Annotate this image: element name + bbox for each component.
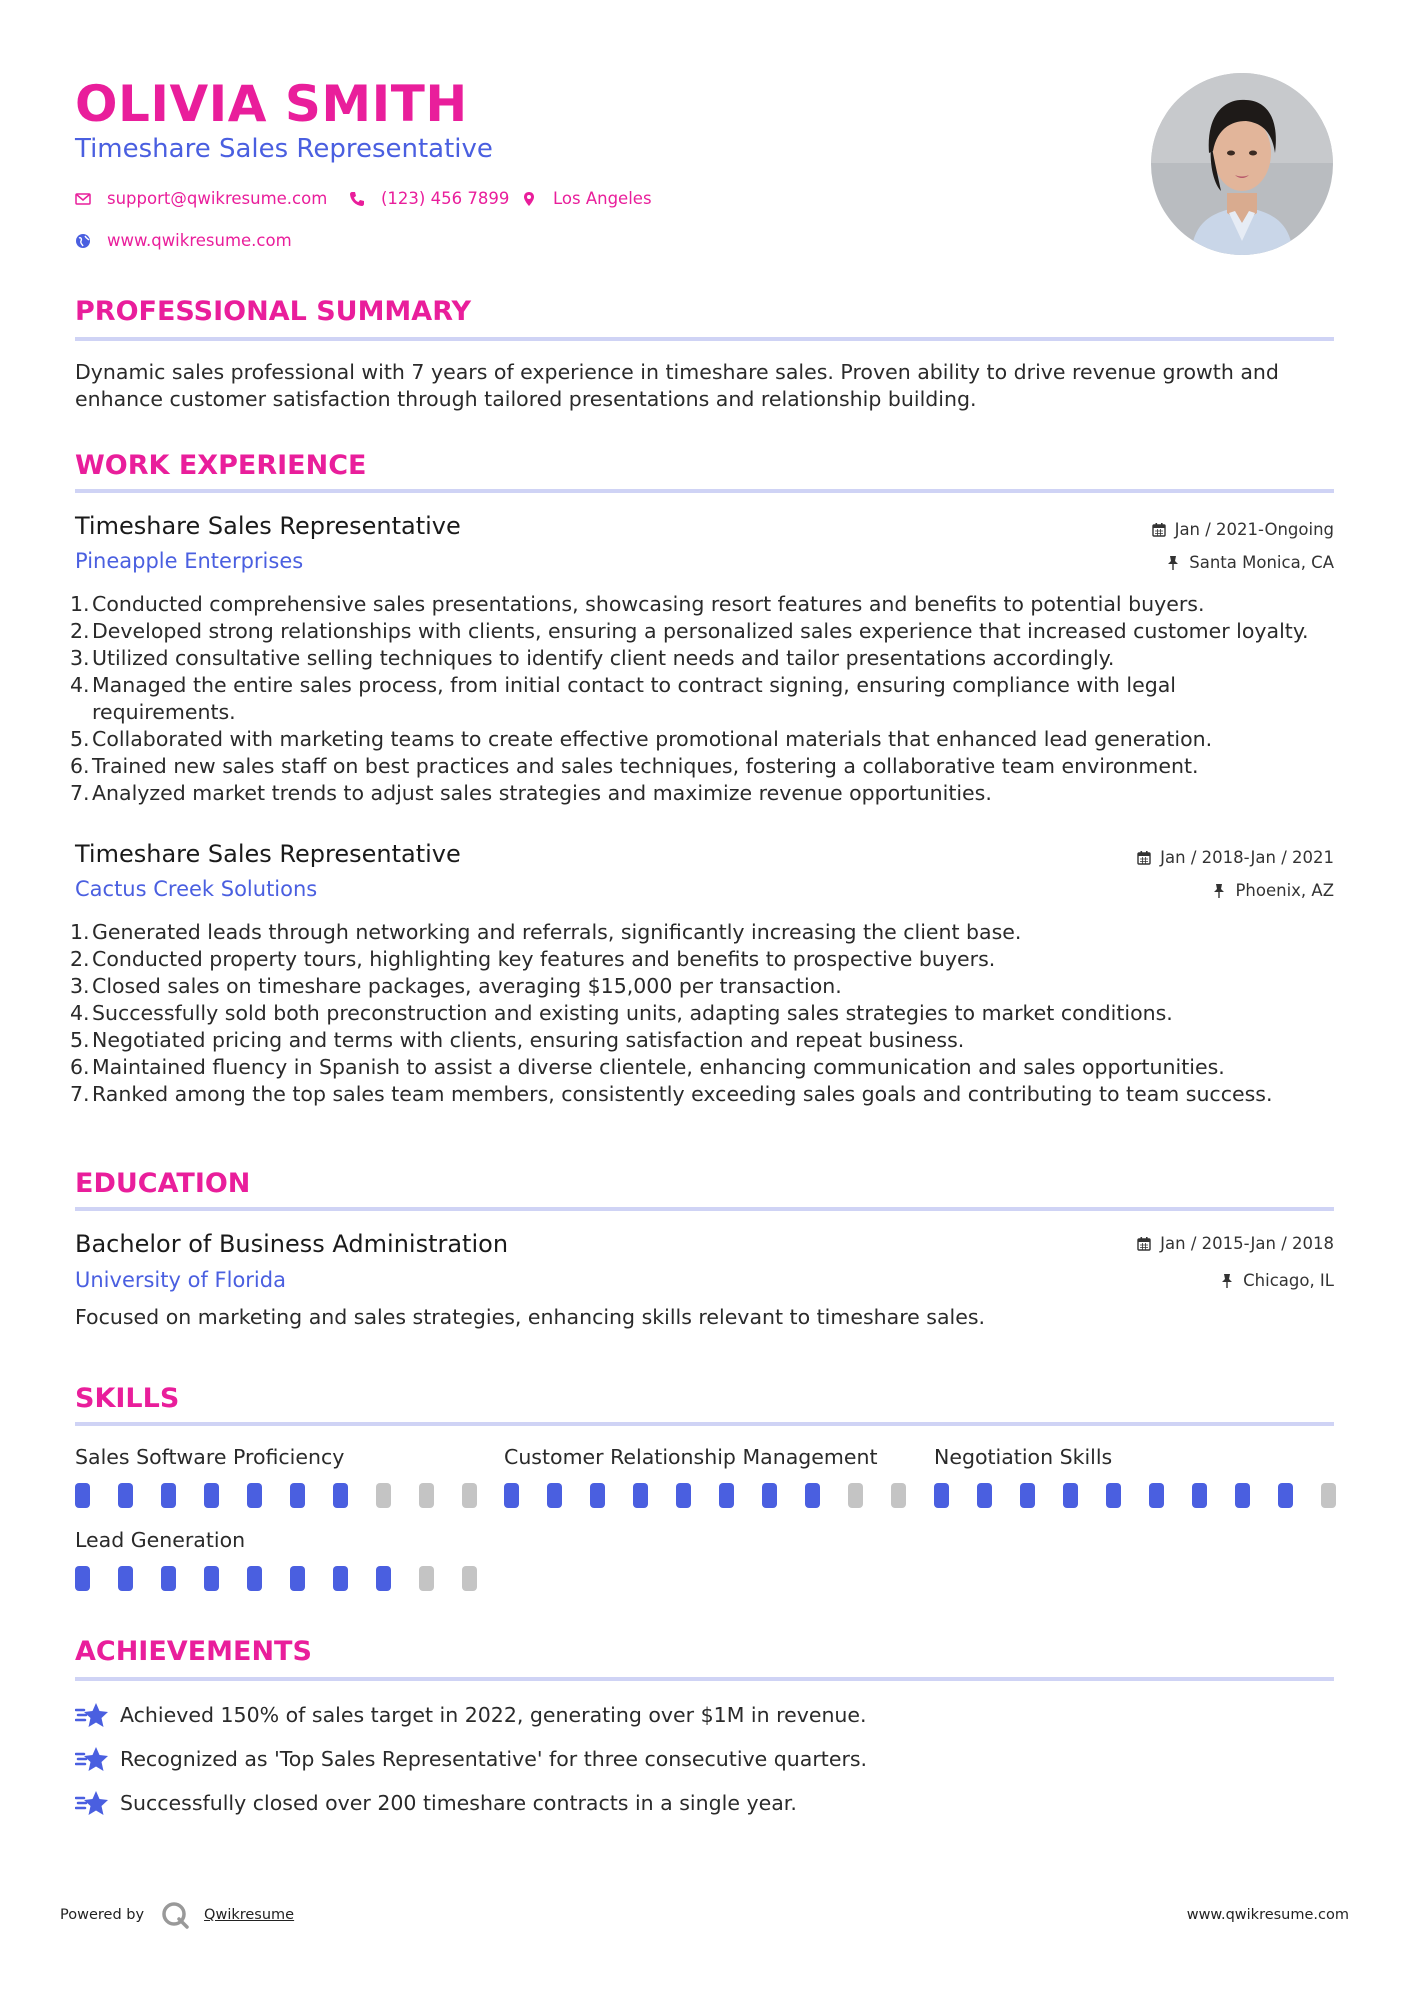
section-divider: [75, 1422, 1334, 1426]
job-duties-list: [70, 919, 1350, 1108]
job-title: Timeshare Sales Representative: [75, 840, 461, 868]
job-dates-text: Jan / 2018-Jan / 2021: [1160, 848, 1334, 867]
list-item: 7. Analyzed market trends to adjust sales strategies and maximize revenue opportunities.: [70, 781, 992, 805]
skill-bar-filled: [290, 1566, 305, 1591]
education-location-text: Chicago, IL: [1243, 1271, 1334, 1290]
job-location: [1166, 553, 1334, 572]
list-item: 4. Managed the entire sales process, from initial contact to contract signing, ensuring compliance with legal requirements.: [70, 673, 1176, 724]
list-item: 1. Conducted comprehensive sales presentations, showcasing resort features and benefits to potential buyers.: [70, 592, 1205, 616]
skill-bar-filled: [762, 1483, 777, 1508]
envelope-icon: [75, 191, 91, 207]
profile-photo: [1151, 73, 1333, 255]
list-item: 6. Maintained fluency in Spanish to assist a diverse clientele, enhancing communication and sales opportunities.: [70, 1055, 1225, 1079]
skill-bar-filled: [1149, 1483, 1164, 1508]
candidate-title: Timeshare Sales Representative: [75, 134, 493, 164]
skill-bar-filled: [204, 1483, 219, 1508]
skill-bar-filled: [719, 1483, 734, 1508]
skill-meter: [934, 1483, 1336, 1508]
skill-bar-empty: [891, 1483, 906, 1508]
list-item: 5. Collaborated with marketing teams to create effective promotional materials that enhanced lead generation.: [70, 727, 1213, 751]
education-heading: EDUCATION: [75, 1168, 251, 1199]
skill-bar-filled: [934, 1483, 949, 1508]
list-item: 2. Conducted property tours, highlighting key features and benefits to prospective buyers.: [70, 947, 996, 971]
skill-bar-empty: [1321, 1483, 1336, 1508]
section-divider: [75, 489, 1334, 493]
skill-bar-empty: [848, 1483, 863, 1508]
summary-text: Dynamic sales professional with 7 years of experience in timeshare sales. Proven ability to drive revenue growth and enhance customer satisfaction through tailored presentations and relationship building.: [75, 360, 1279, 411]
calendar-icon: [1137, 1236, 1151, 1251]
star-icon: [75, 1700, 109, 1730]
map-pin-icon: [521, 191, 537, 207]
calendar-icon: [1137, 850, 1151, 865]
powered-by-text: Powered by: [60, 1907, 145, 1923]
skill-bar-filled: [1106, 1483, 1121, 1508]
skill-bar-filled: [247, 1566, 262, 1591]
list-item: 4. Successfully sold both preconstruction and existing units, adapting sales strategies to market conditions.: [70, 1001, 1173, 1025]
footer-powered-by: [60, 1900, 294, 1930]
brand-link[interactable]: Qwikresume: [204, 1907, 295, 1923]
list-item: 6. Trained new sales staff on best practices and sales techniques, fostering a collaborative team environment.: [70, 754, 1199, 778]
pushpin-icon: [1166, 555, 1180, 570]
list-item: 3. Closed sales on timeshare packages, averaging $15,000 per transaction.: [70, 974, 842, 998]
section-divider: [75, 337, 1334, 341]
skill-bar-empty: [419, 1483, 434, 1508]
skill-label: Lead Generation: [75, 1528, 246, 1552]
achievements-heading: ACHIEVEMENTS: [75, 1636, 312, 1667]
achievement-item: Recognized as 'Top Sales Representative' for three consecutive quarters.: [75, 1744, 867, 1774]
skill-meter: [75, 1566, 477, 1591]
skill-bar-filled: [1192, 1483, 1207, 1508]
phone-icon: [349, 191, 365, 207]
skill-bar-empty: [376, 1483, 391, 1508]
job-dates-text: Jan / 2021-Ongoing: [1174, 520, 1334, 539]
skill-bar-filled: [161, 1566, 176, 1591]
website-text: www.qwikresume.com: [107, 231, 292, 250]
globe-icon: [75, 233, 91, 249]
skill-bar-filled: [75, 1566, 90, 1591]
skill-bar-filled: [290, 1483, 305, 1508]
pushpin-icon: [1212, 883, 1226, 898]
contact-email[interactable]: [75, 189, 327, 208]
job-location-text: Phoenix, AZ: [1235, 881, 1334, 900]
skill-bar-filled: [1235, 1483, 1250, 1508]
skill-bar-filled: [1278, 1483, 1293, 1508]
skill-bar-filled: [333, 1483, 348, 1508]
education-location: [1220, 1271, 1334, 1290]
job-location-text: Santa Monica, CA: [1189, 553, 1334, 572]
degree-title: Bachelor of Business Administration: [75, 1230, 509, 1258]
skill-bar-filled: [977, 1483, 992, 1508]
skill-label: Customer Relationship Management: [504, 1445, 878, 1469]
job-title: Timeshare Sales Representative: [75, 512, 461, 540]
achievement-item: Successfully closed over 200 timeshare contracts in a single year.: [75, 1788, 797, 1818]
skill-bar-filled: [633, 1483, 648, 1508]
job-dates: [1137, 848, 1334, 867]
skill-bar-filled: [547, 1483, 562, 1508]
achievement-item: Achieved 150% of sales target in 2022, generating over $1M in revenue.: [75, 1700, 867, 1730]
skill-bar-filled: [118, 1483, 133, 1508]
skill-label: Sales Software Proficiency: [75, 1445, 345, 1469]
skill-bar-empty: [419, 1566, 434, 1591]
skill-bar-filled: [1063, 1483, 1078, 1508]
skill-bar-filled: [590, 1483, 605, 1508]
skill-bar-filled: [504, 1483, 519, 1508]
phone-text: (123) 456 7899: [381, 189, 510, 208]
skill-bar-filled: [247, 1483, 262, 1508]
skill-bar-filled: [161, 1483, 176, 1508]
star-icon: [75, 1744, 109, 1774]
skill-label: Negotiation Skills: [934, 1445, 1113, 1469]
contact-phone[interactable]: [349, 189, 509, 208]
list-item: 2. Developed strong relationships with clients, ensuring a personalized sales experience that increased customer loyalty.: [70, 619, 1309, 643]
list-item: 1. Generated leads through networking and referrals, significantly increasing the client base.: [70, 920, 1022, 944]
skill-bar-filled: [75, 1483, 90, 1508]
pushpin-icon: [1220, 1273, 1234, 1288]
skill-bar-filled: [118, 1566, 133, 1591]
skill-bar-filled: [805, 1483, 820, 1508]
list-item: 5. Negotiated pricing and terms with clients, ensuring satisfaction and repeat business.: [70, 1028, 965, 1052]
job-company: Pineapple Enterprises: [75, 549, 304, 573]
section-divider: [75, 1207, 1334, 1211]
section-divider: [75, 1677, 1334, 1681]
skill-meter: [504, 1483, 906, 1508]
contact-location: [521, 189, 652, 208]
contact-website[interactable]: [75, 231, 292, 250]
location-text: Los Angeles: [553, 189, 652, 208]
qwikresume-logo-icon: [160, 1900, 190, 1930]
email-text: support@qwikresume.com: [107, 189, 328, 208]
list-item: 7. Ranked among the top sales team members, consistently exceeding sales goals and contributing to team success.: [70, 1082, 1273, 1106]
skill-bar-empty: [462, 1566, 477, 1591]
experience-heading: WORK EXPERIENCE: [75, 450, 367, 481]
education-dates: [1137, 1234, 1334, 1253]
skill-bar-filled: [376, 1566, 391, 1591]
skills-heading: SKILLS: [75, 1383, 180, 1414]
calendar-icon: [1152, 522, 1166, 537]
job-location: [1212, 881, 1334, 900]
job-duties-list: [70, 591, 1350, 807]
skill-bar-filled: [333, 1566, 348, 1591]
skill-bar-filled: [1020, 1483, 1035, 1508]
education-description: Focused on marketing and sales strategies, enhancing skills relevant to timeshare sales.: [75, 1305, 986, 1329]
summary-heading: PROFESSIONAL SUMMARY: [75, 296, 472, 327]
skill-bar-filled: [676, 1483, 691, 1508]
star-icon: [75, 1788, 109, 1818]
education-dates-text: Jan / 2015-Jan / 2018: [1160, 1234, 1334, 1253]
list-item: 3. Utilized consultative selling techniques to identify client needs and tailor presentations accordingly.: [70, 646, 1115, 670]
school-name: University of Florida: [75, 1268, 286, 1292]
footer-url[interactable]: www.qwikresume.com: [1186, 1907, 1349, 1923]
candidate-name: OLIVIA SMITH: [75, 75, 468, 133]
skill-bar-filled: [204, 1566, 219, 1591]
job-company: Cactus Creek Solutions: [75, 877, 318, 901]
skill-bar-empty: [462, 1483, 477, 1508]
job-dates: [1152, 520, 1334, 539]
skill-meter: [75, 1483, 477, 1508]
